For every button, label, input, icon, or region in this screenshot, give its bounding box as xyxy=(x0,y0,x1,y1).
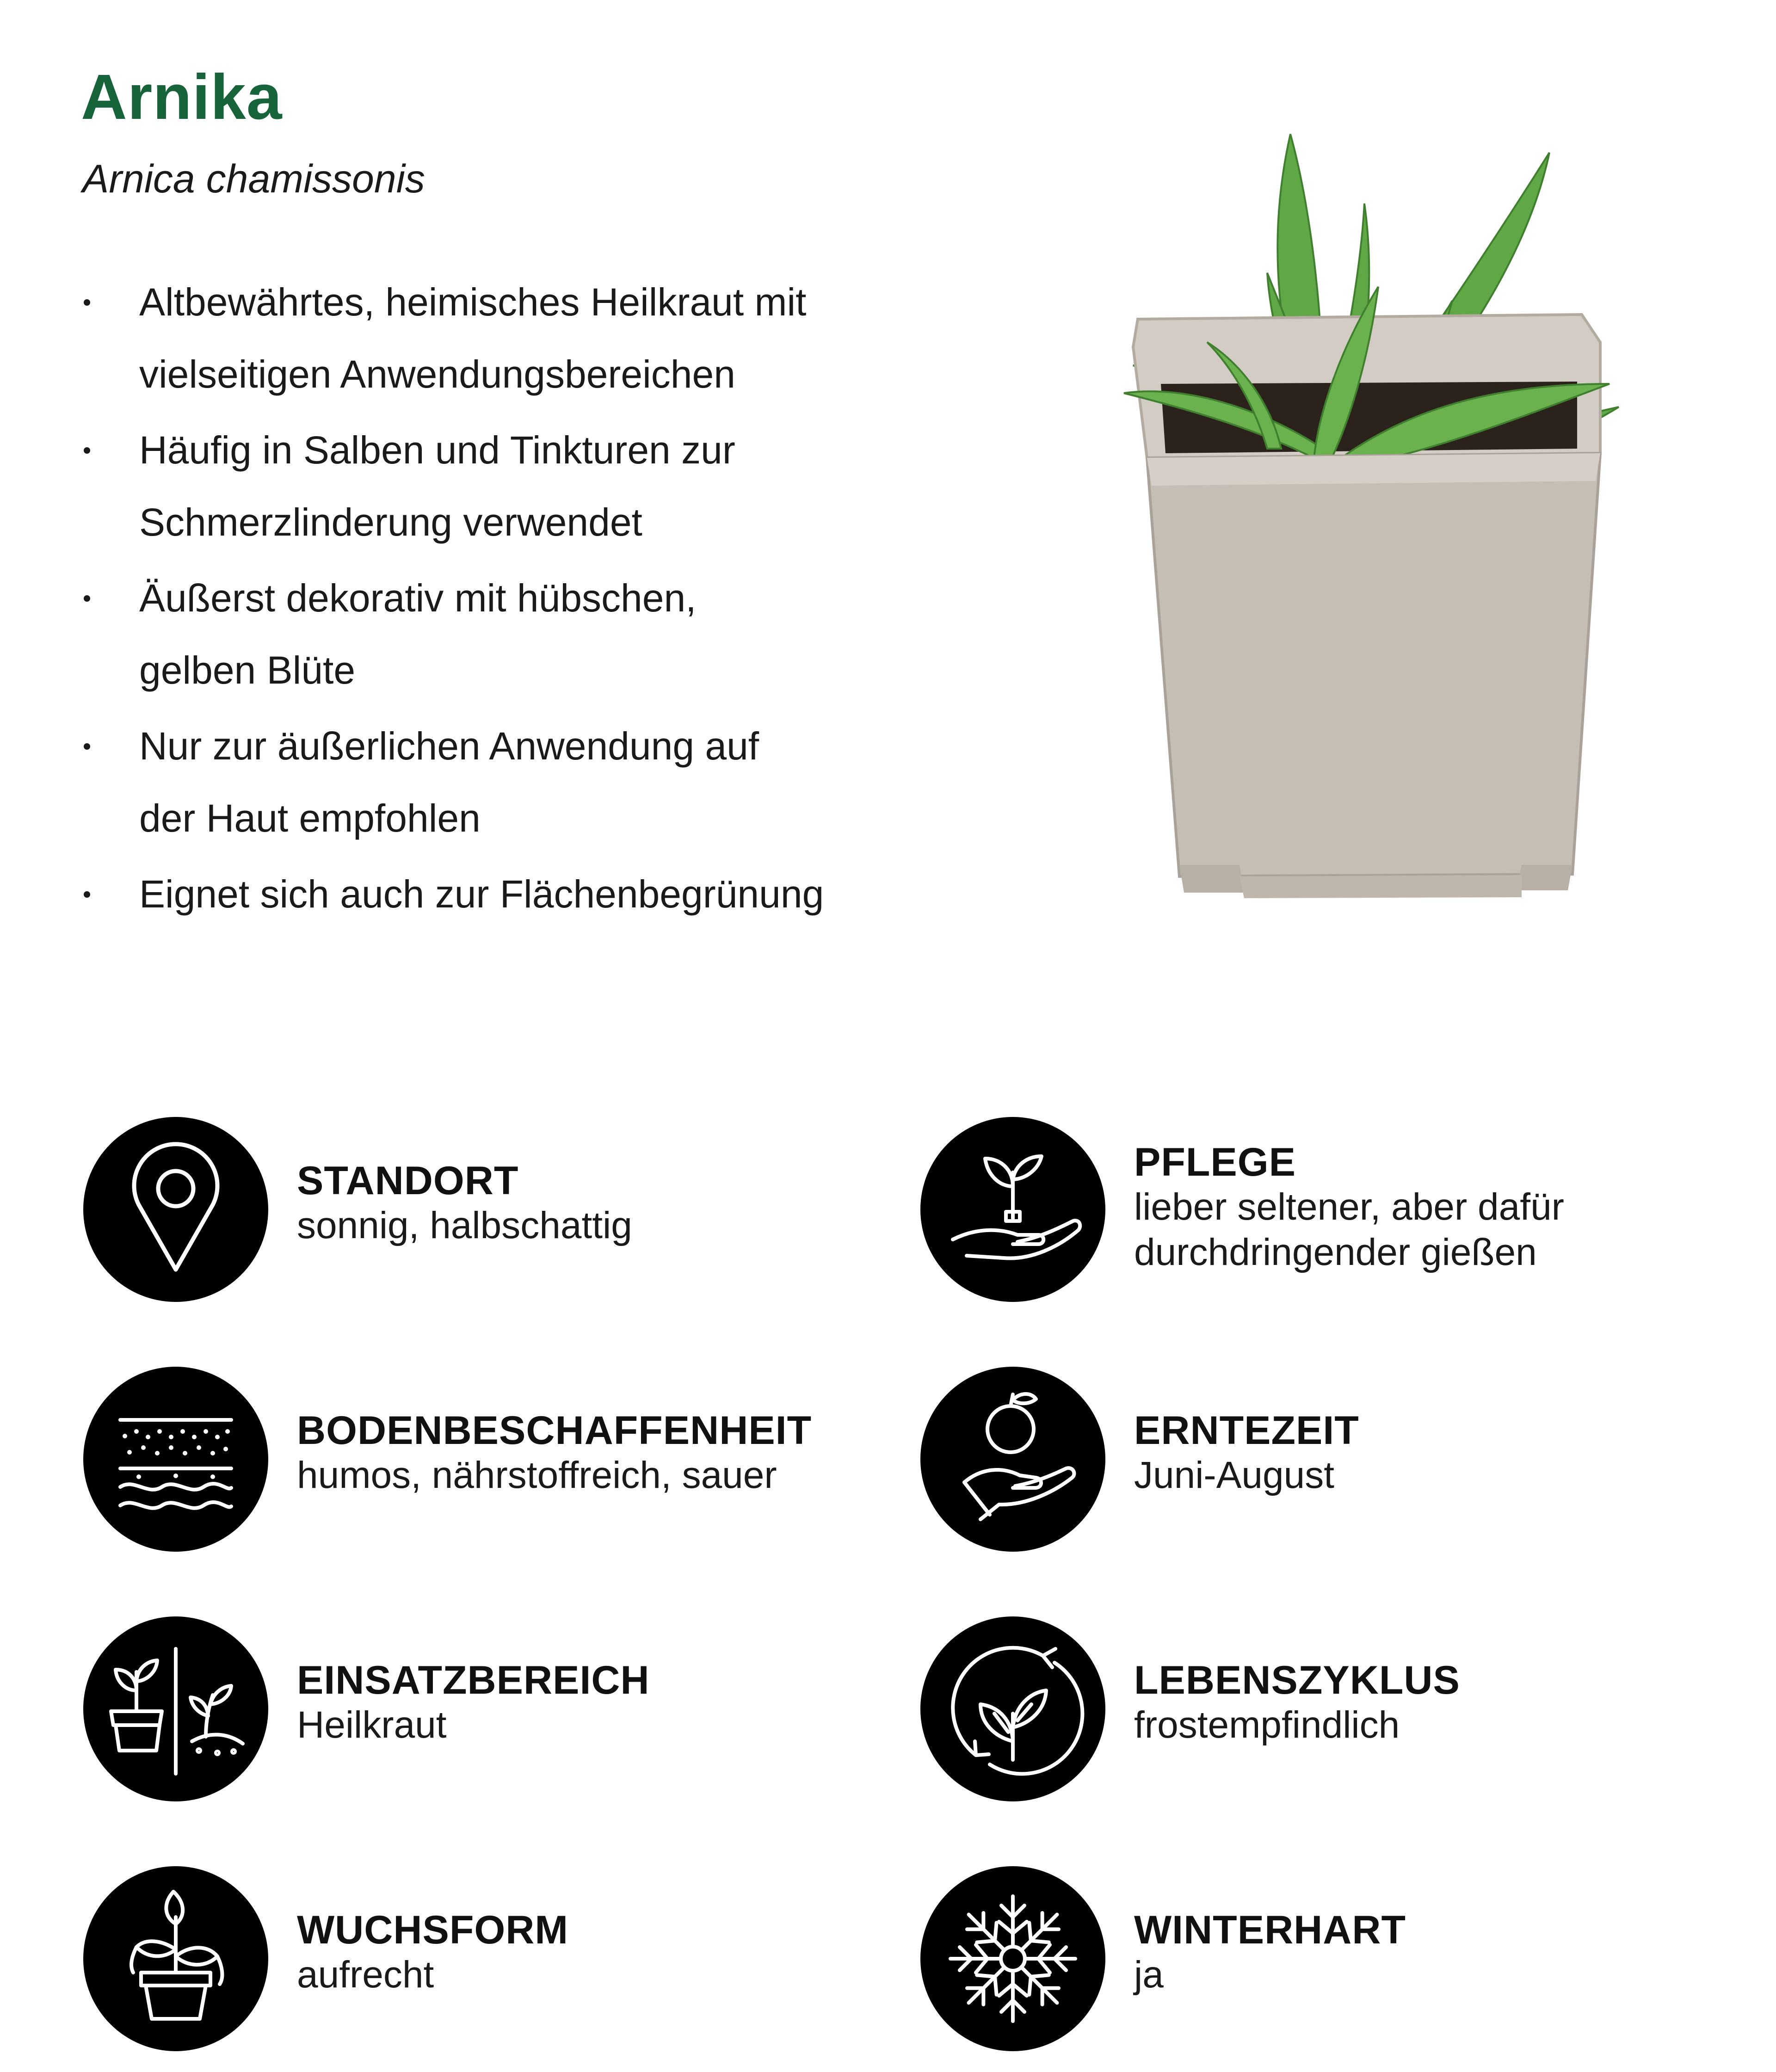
feature-value: humos, nährstoffreich, sauer xyxy=(297,1454,777,1496)
feature-label: STANDORT xyxy=(297,1159,519,1203)
hand-fruit-icon xyxy=(920,1367,1105,1552)
feature-value: sonnig, halbschattig xyxy=(297,1204,632,1246)
boden-badge xyxy=(83,1367,268,1552)
feature-label: LEBENSZYKLUS xyxy=(1134,1658,1460,1702)
soil-layers-icon xyxy=(83,1367,268,1552)
potted-plant-icon xyxy=(83,1866,268,2051)
botanical-name: Arnica chamissonis xyxy=(82,157,425,201)
winter-badge xyxy=(920,1866,1105,2051)
pot-and-bed-icon xyxy=(83,1616,268,1801)
life-cycle-icon xyxy=(920,1616,1105,1801)
location-pin-icon xyxy=(83,1117,268,1302)
list-item: Altbewährtes, heimisches Heilkraut mit vielseitigen Anwendungsbereichen xyxy=(81,266,833,410)
list-item: Nur zur äußerlichen Anwendung auf der Haut empfohlen xyxy=(81,710,801,854)
feature-label: EINSATZBEREICH xyxy=(297,1658,650,1702)
einsatz-badge xyxy=(83,1616,268,1801)
hand-seedling-icon xyxy=(920,1117,1105,1302)
ernte-badge xyxy=(920,1367,1105,1552)
pflege-badge xyxy=(920,1117,1105,1302)
feature-label: ERNTEZEIT xyxy=(1134,1408,1359,1453)
feature-value: Heilkraut xyxy=(297,1704,447,1746)
snowflake-icon xyxy=(920,1866,1105,2051)
pot-body xyxy=(1147,453,1600,876)
feature-label: PFLEGE xyxy=(1134,1140,1296,1184)
feature-label: WINTERHART xyxy=(1134,1908,1406,1952)
feature-value: ja xyxy=(1134,1954,1164,1996)
feature-list xyxy=(81,266,867,934)
list-item: Eignet sich auch zur Flächenbegrünung xyxy=(81,858,925,930)
feature-value: lieber seltener, aber dafür durchdringender gießen xyxy=(1134,1186,1564,1273)
product-title: Arnika xyxy=(81,62,283,133)
feature-label: WUCHSFORM xyxy=(297,1908,569,1952)
list-item: Äußerst dekorativ mit hübschen, gelben Blüte xyxy=(81,562,750,706)
feature-value: frostempfindlich xyxy=(1134,1704,1400,1746)
standort-badge xyxy=(83,1117,268,1302)
feature-value: aufrecht xyxy=(297,1954,434,1996)
feature-label: BODENBESCHAFFENHEIT xyxy=(297,1408,812,1453)
leben-badge xyxy=(920,1616,1105,1801)
wuchs-badge xyxy=(83,1866,268,2051)
potted-arnica-image xyxy=(1119,125,1646,906)
feature-value: Juni-August xyxy=(1134,1454,1335,1496)
list-item: Häufig in Salben und Tinkturen zur Schmerzlinderung verwendet xyxy=(81,414,787,558)
